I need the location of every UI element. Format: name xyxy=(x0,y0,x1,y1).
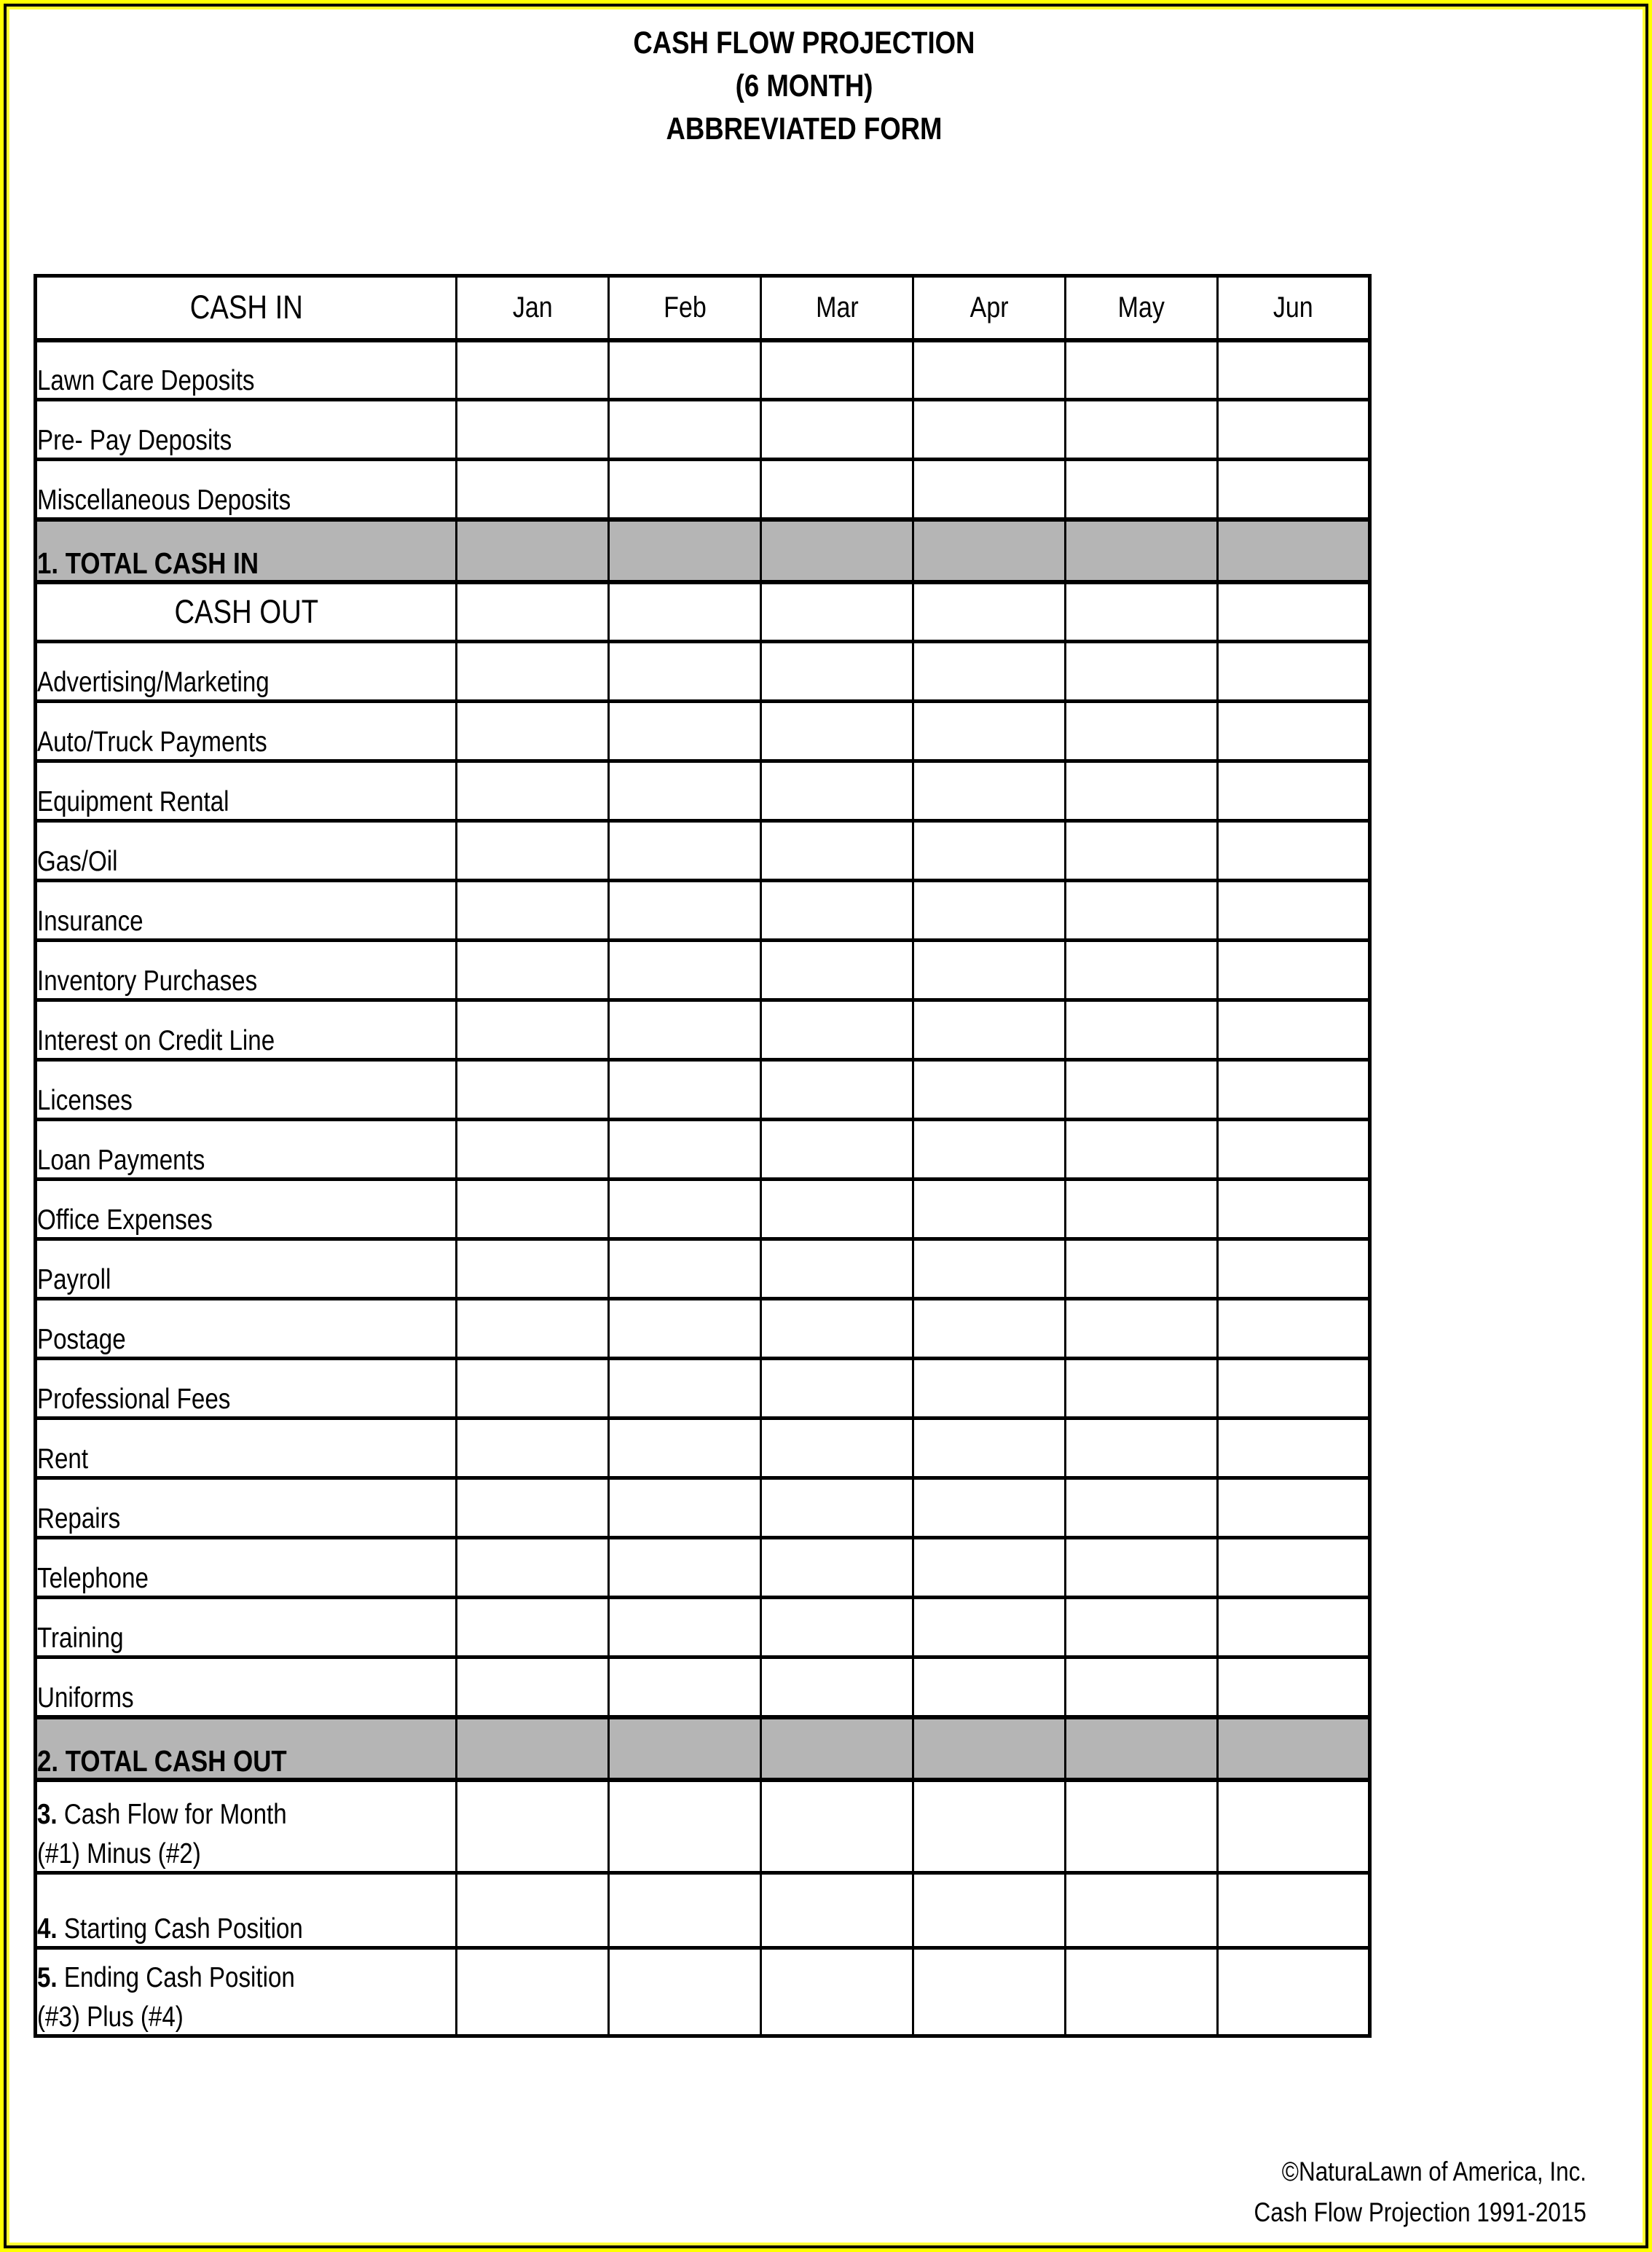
data-cell xyxy=(761,1239,913,1299)
data-cell xyxy=(913,1239,1066,1299)
footer-copyright: ©NaturaLawn of America, Inc. xyxy=(1281,2157,1586,2186)
table-row xyxy=(36,1538,1370,1598)
data-cell xyxy=(1218,881,1370,941)
data-cell xyxy=(913,821,1066,881)
data-cell xyxy=(457,340,609,400)
data-cell xyxy=(1066,1419,1218,1478)
data-cell xyxy=(1066,761,1218,821)
data-cell xyxy=(1066,1000,1218,1060)
cash-out-header: CASH OUT xyxy=(36,582,457,642)
data-cell xyxy=(913,1359,1066,1419)
row-label: Uniforms xyxy=(36,1657,457,1717)
data-cell xyxy=(457,1717,609,1780)
title-line-1: CASH FLOW PROJECTION xyxy=(633,25,975,60)
data-cell xyxy=(1218,1873,1370,1948)
data-cell xyxy=(457,702,609,761)
data-cell xyxy=(761,1478,913,1538)
data-cell xyxy=(609,1000,761,1060)
data-cell xyxy=(1066,1299,1218,1359)
data-cell xyxy=(1066,1239,1218,1299)
data-cell xyxy=(913,642,1066,702)
table-row xyxy=(36,941,1370,1000)
data-cell xyxy=(761,941,913,1000)
starting-cash-position-label: 4. Starting Cash Position xyxy=(36,1873,457,1948)
data-cell xyxy=(609,1780,761,1873)
data-cell xyxy=(609,519,761,582)
row-label: Interest on Credit Line xyxy=(36,1000,457,1060)
data-cell xyxy=(761,400,913,460)
data-cell xyxy=(761,821,913,881)
table-row xyxy=(36,1478,1370,1538)
data-cell xyxy=(457,519,609,582)
data-cell xyxy=(457,1120,609,1180)
row-label: Loan Payments xyxy=(36,1120,457,1180)
data-cell xyxy=(1218,642,1370,702)
cash-flow-for-month-label: 3. Cash Flow for Month (#1) Minus (#2) xyxy=(36,1780,457,1873)
data-cell xyxy=(609,1419,761,1478)
row-label: Office Expenses xyxy=(36,1180,457,1239)
data-cell xyxy=(1218,1060,1370,1120)
data-cell xyxy=(1066,1060,1218,1120)
cash-flow-for-month-row xyxy=(36,1780,1370,1873)
data-cell xyxy=(609,1598,761,1657)
data-cell xyxy=(609,1180,761,1239)
data-cell xyxy=(1218,1478,1370,1538)
table-row xyxy=(36,1180,1370,1239)
table-row xyxy=(36,702,1370,761)
data-cell xyxy=(609,1359,761,1419)
data-cell xyxy=(457,1948,609,2036)
month-header-feb: Feb xyxy=(609,276,761,340)
data-cell xyxy=(1066,941,1218,1000)
row-label: Licenses xyxy=(36,1060,457,1120)
data-cell xyxy=(1218,1948,1370,2036)
table-row xyxy=(36,642,1370,702)
data-cell xyxy=(609,881,761,941)
table-row xyxy=(36,460,1370,519)
table-row xyxy=(36,1419,1370,1478)
data-cell xyxy=(1066,1538,1218,1598)
row-label: Training xyxy=(36,1598,457,1657)
data-cell xyxy=(457,1060,609,1120)
table-row xyxy=(36,1239,1370,1299)
row-label: Auto/Truck Payments xyxy=(36,702,457,761)
data-cell xyxy=(913,1478,1066,1538)
data-cell xyxy=(761,1180,913,1239)
data-cell xyxy=(457,941,609,1000)
data-cell xyxy=(761,1873,913,1948)
data-cell xyxy=(761,1000,913,1060)
data-cell xyxy=(913,1948,1066,2036)
data-cell xyxy=(913,582,1066,642)
data-cell xyxy=(1066,821,1218,881)
table-row xyxy=(36,821,1370,881)
month-header-apr: Apr xyxy=(913,276,1066,340)
row-label: Telephone xyxy=(36,1538,457,1598)
cash-flow-table xyxy=(34,274,1372,2038)
data-cell xyxy=(1218,1717,1370,1780)
data-cell xyxy=(913,702,1066,761)
data-cell xyxy=(913,1873,1066,1948)
data-cell xyxy=(761,1598,913,1657)
document-title xyxy=(0,22,1608,151)
data-cell xyxy=(609,460,761,519)
data-cell xyxy=(609,1239,761,1299)
data-cell xyxy=(1218,1120,1370,1180)
row-label: Inventory Purchases xyxy=(36,941,457,1000)
data-cell xyxy=(1066,1657,1218,1717)
table-row xyxy=(36,1060,1370,1120)
data-cell xyxy=(609,340,761,400)
starting-cash-position-row xyxy=(36,1873,1370,1948)
data-cell xyxy=(913,400,1066,460)
data-cell xyxy=(609,821,761,881)
data-cell xyxy=(609,761,761,821)
row-label: Professional Fees xyxy=(36,1359,457,1419)
row-label: Lawn Care Deposits xyxy=(36,340,457,400)
table-row xyxy=(36,1000,1370,1060)
data-cell xyxy=(913,1657,1066,1717)
row-label: Insurance xyxy=(36,881,457,941)
row-label: Miscellaneous Deposits xyxy=(36,460,457,519)
data-cell xyxy=(1218,1419,1370,1478)
cash-in-header: CASH IN xyxy=(36,276,457,340)
data-cell xyxy=(913,1780,1066,1873)
data-cell xyxy=(1066,881,1218,941)
table-row xyxy=(36,1120,1370,1180)
data-cell xyxy=(761,1657,913,1717)
data-cell xyxy=(913,460,1066,519)
data-cell xyxy=(1218,1657,1370,1717)
month-header-jun: Jun xyxy=(1218,276,1370,340)
data-cell xyxy=(1218,1780,1370,1873)
data-cell xyxy=(609,702,761,761)
data-cell xyxy=(761,519,913,582)
data-cell xyxy=(609,1478,761,1538)
data-cell xyxy=(457,1419,609,1478)
data-cell xyxy=(913,1299,1066,1359)
data-cell xyxy=(913,1419,1066,1478)
data-cell xyxy=(913,1120,1066,1180)
data-cell xyxy=(761,460,913,519)
data-cell xyxy=(761,1717,913,1780)
data-cell xyxy=(1218,1359,1370,1419)
month-header-jan: Jan xyxy=(457,276,609,340)
data-cell xyxy=(457,400,609,460)
data-cell xyxy=(1218,460,1370,519)
row-label: Rent xyxy=(36,1419,457,1478)
data-cell xyxy=(457,1359,609,1419)
row-label: Payroll xyxy=(36,1239,457,1299)
data-cell xyxy=(609,1873,761,1948)
data-cell xyxy=(1218,1538,1370,1598)
data-cell xyxy=(913,761,1066,821)
data-cell xyxy=(609,1120,761,1180)
data-cell xyxy=(457,1873,609,1948)
data-cell xyxy=(1066,1717,1218,1780)
data-cell xyxy=(761,761,913,821)
data-cell xyxy=(609,1299,761,1359)
data-cell xyxy=(1066,1180,1218,1239)
footer-document-id: Cash Flow Projection 1991-2015 xyxy=(1254,2197,1586,2227)
table-row xyxy=(36,881,1370,941)
data-cell xyxy=(1066,1780,1218,1873)
data-cell xyxy=(457,642,609,702)
row-label: Gas/Oil xyxy=(36,821,457,881)
row-label: Postage xyxy=(36,1299,457,1359)
data-cell xyxy=(1066,1478,1218,1538)
table-row xyxy=(36,1598,1370,1657)
table-row xyxy=(36,1657,1370,1717)
title-line-2: (6 MONTH) xyxy=(735,68,873,103)
data-cell xyxy=(913,881,1066,941)
data-cell xyxy=(1066,400,1218,460)
data-cell xyxy=(457,761,609,821)
data-cell xyxy=(761,702,913,761)
data-cell xyxy=(1218,582,1370,642)
data-cell xyxy=(761,1419,913,1478)
data-cell xyxy=(1218,1299,1370,1359)
month-header-may: May xyxy=(1066,276,1218,340)
data-cell xyxy=(457,1180,609,1239)
data-cell xyxy=(457,1478,609,1538)
data-cell xyxy=(1218,340,1370,400)
table-header-row xyxy=(36,276,1370,340)
total-cash-out-row xyxy=(36,1717,1370,1780)
data-cell xyxy=(761,1299,913,1359)
month-header-mar: Mar xyxy=(761,276,913,340)
data-cell xyxy=(1218,941,1370,1000)
data-cell xyxy=(609,1717,761,1780)
data-cell xyxy=(457,881,609,941)
data-cell xyxy=(1066,702,1218,761)
data-cell xyxy=(761,642,913,702)
data-cell xyxy=(1066,642,1218,702)
row-label: Equipment Rental xyxy=(36,761,457,821)
data-cell xyxy=(913,519,1066,582)
table-row xyxy=(36,400,1370,460)
data-cell xyxy=(1066,460,1218,519)
data-cell xyxy=(761,582,913,642)
data-cell xyxy=(1218,761,1370,821)
data-cell xyxy=(457,1598,609,1657)
data-cell xyxy=(761,1359,913,1419)
data-cell xyxy=(761,1120,913,1180)
data-cell xyxy=(1218,1000,1370,1060)
row-label: Pre- Pay Deposits xyxy=(36,400,457,460)
data-cell xyxy=(457,1000,609,1060)
data-cell xyxy=(609,1948,761,2036)
data-cell xyxy=(609,1538,761,1598)
data-cell xyxy=(1218,1598,1370,1657)
data-cell xyxy=(1218,1239,1370,1299)
table-row xyxy=(36,761,1370,821)
ending-cash-position-label: 5. Ending Cash Position (#3) Plus (#4) xyxy=(36,1948,457,2036)
data-cell xyxy=(457,1657,609,1717)
data-cell xyxy=(457,1538,609,1598)
data-cell xyxy=(1066,519,1218,582)
data-cell xyxy=(609,400,761,460)
table-row xyxy=(36,1299,1370,1359)
data-cell xyxy=(913,1717,1066,1780)
data-cell xyxy=(913,1000,1066,1060)
table-row xyxy=(36,1359,1370,1419)
data-cell xyxy=(609,941,761,1000)
data-cell xyxy=(1066,1598,1218,1657)
data-cell xyxy=(457,460,609,519)
title-line-3: ABBREVIATED FORM xyxy=(666,111,943,146)
row-label: Advertising/Marketing xyxy=(36,642,457,702)
data-cell xyxy=(761,1948,913,2036)
data-cell xyxy=(1066,340,1218,400)
data-cell xyxy=(913,1060,1066,1120)
total-cash-in-row xyxy=(36,519,1370,582)
data-cell xyxy=(457,821,609,881)
data-cell xyxy=(609,642,761,702)
data-cell xyxy=(761,340,913,400)
ending-cash-position-row xyxy=(36,1948,1370,2036)
data-cell xyxy=(1066,1120,1218,1180)
data-cell xyxy=(761,1780,913,1873)
data-cell xyxy=(609,1657,761,1717)
data-cell xyxy=(457,582,609,642)
cash-out-header-row xyxy=(36,582,1370,642)
total-cash-in-label: 1. TOTAL CASH IN xyxy=(36,519,457,582)
table-row xyxy=(36,340,1370,400)
row-label: Repairs xyxy=(36,1478,457,1538)
data-cell xyxy=(1066,1873,1218,1948)
data-cell xyxy=(913,340,1066,400)
data-cell xyxy=(1218,400,1370,460)
footer xyxy=(1195,2151,1586,2233)
data-cell xyxy=(609,1060,761,1120)
data-cell xyxy=(913,941,1066,1000)
total-cash-out-label: 2. TOTAL CASH OUT xyxy=(36,1717,457,1780)
data-cell xyxy=(1066,1948,1218,2036)
data-cell xyxy=(1218,702,1370,761)
data-cell xyxy=(457,1239,609,1299)
data-cell xyxy=(761,1538,913,1598)
data-cell xyxy=(913,1598,1066,1657)
data-cell xyxy=(761,1060,913,1120)
data-cell xyxy=(1218,1180,1370,1239)
data-cell xyxy=(1066,582,1218,642)
data-cell xyxy=(761,881,913,941)
data-cell xyxy=(913,1180,1066,1239)
data-cell xyxy=(1066,1359,1218,1419)
data-cell xyxy=(1218,821,1370,881)
data-cell xyxy=(1218,519,1370,582)
data-cell xyxy=(913,1538,1066,1598)
data-cell xyxy=(457,1299,609,1359)
data-cell xyxy=(609,582,761,642)
data-cell xyxy=(457,1780,609,1873)
